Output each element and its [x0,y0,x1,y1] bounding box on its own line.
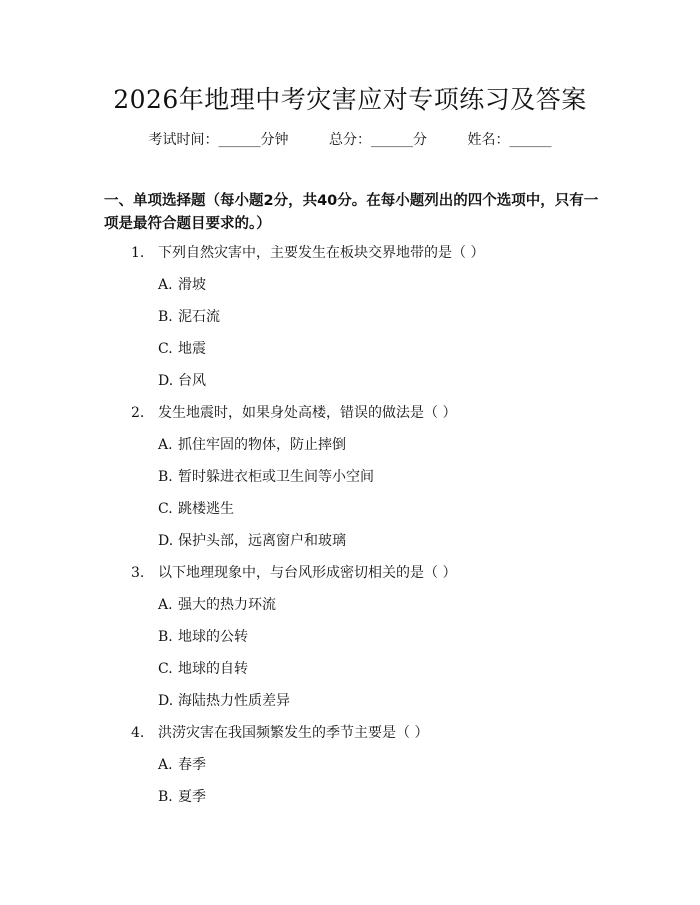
option-letter: D. [158,693,174,709]
question-text: 以下地理现象中，与台风形成密切相关的是（ ） [158,565,457,581]
exam-time-label: 考试时间：______分钟 [148,132,289,148]
option-letter: B. [158,789,173,805]
option-letter: C. [158,661,173,677]
option-text: 夏季 [178,789,206,805]
option-text: 春季 [178,757,206,773]
section-heading: 一、单项选择题（每小题2分，共40分。在每小题列出的四个选项中，只有一项是最符合题目要求的。） [104,193,599,232]
option-text: 暂时躲进衣柜或卫生间等小空间 [178,469,374,485]
option-letter: A. [158,277,173,293]
question-text: 下列自然灾害中，主要发生在板块交界地带的是（ ） [158,245,485,261]
option-letter: B. [158,309,173,325]
option-text: 强大的热力环流 [178,597,276,613]
option-text: 台风 [178,373,206,389]
option-letter: B. [158,629,173,645]
option-letter: B. [158,469,173,485]
option-text: 跳楼逃生 [178,501,234,517]
option-letter: C. [158,341,173,357]
exam-meta [0,130,700,150]
question-text: 发生地震时，如果身处高楼，错误的做法是（ ） [158,405,457,421]
name-label: 姓名：______ [467,132,552,148]
question-number: 1. [131,245,145,261]
option-text: 地震 [178,341,206,357]
option-text: 抓住牢固的物体，防止摔倒 [178,437,346,453]
question-number: 2. [131,405,145,421]
option-text: 保护头部，远离窗户和玻璃 [178,533,346,549]
option-letter: A. [158,597,173,613]
question-text: 洪涝灾害在我国频繁发生的季节主要是（ ） [158,725,429,741]
document-title: 2026年地理中考灾害应对专项练习及答案 [113,85,587,114]
option-letter: A. [158,757,173,773]
option-text: 泥石流 [178,309,220,325]
option-letter: A. [158,437,173,453]
question-number: 4. [131,725,145,741]
option-text: 地球的自转 [178,661,248,677]
total-score-label: 总分：______分 [329,132,427,148]
option-letter: C. [158,501,173,517]
option-text: 地球的公转 [178,629,248,645]
option-text: 滑坡 [178,277,206,293]
question-number: 3. [131,565,145,581]
option-letter: D. [158,533,174,549]
option-text: 海陆热力性质差异 [178,693,290,709]
option-letter: D. [158,373,174,389]
